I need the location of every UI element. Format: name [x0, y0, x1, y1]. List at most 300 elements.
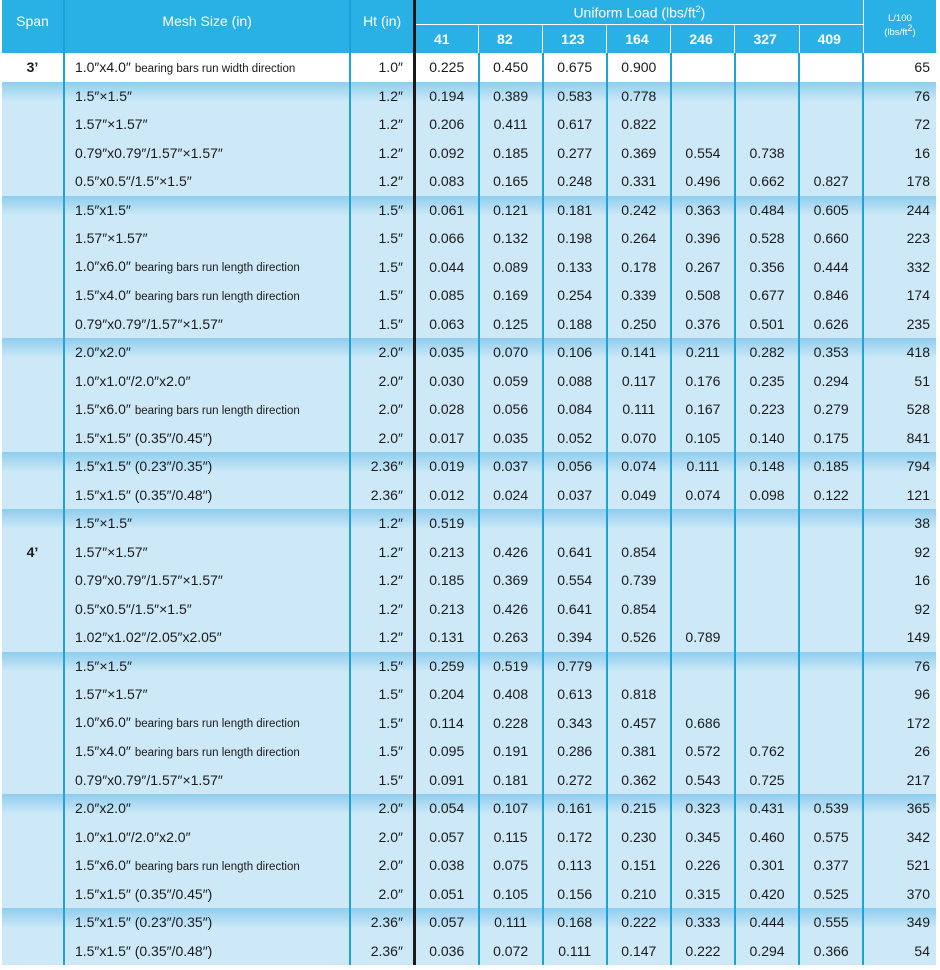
deflection-cell-327: 0.677 — [735, 281, 799, 310]
mesh-size-cell — [64, 766, 350, 795]
deflection-cell-327 — [735, 709, 799, 738]
height-cell: 2.0″ — [350, 823, 414, 852]
table-row — [2, 652, 936, 681]
deflection-cell-123: 0.172 — [543, 823, 607, 852]
deflection-cell-82: 0.024 — [479, 481, 543, 510]
mesh-size-text: 0.79″x0.79″/1.57″×1.57″ — [74, 315, 223, 332]
deflection-cell-164: 0.178 — [607, 253, 671, 282]
mesh-size-cell — [64, 224, 350, 253]
mesh-size-cell — [64, 452, 350, 481]
l100-cell: 26 — [863, 737, 936, 766]
deflection-cell-327: 0.725 — [735, 766, 799, 795]
deflection-cell-327 — [735, 82, 799, 111]
table-row — [2, 310, 936, 339]
mesh-size-cell — [64, 709, 350, 738]
deflection-cell-82: 0.408 — [479, 680, 543, 709]
deflection-cell-82: 0.426 — [479, 595, 543, 624]
mesh-size-cell — [64, 424, 350, 453]
l100-cell: 72 — [863, 110, 936, 139]
mesh-note: bearing bars run length direction — [134, 746, 300, 759]
deflection-cell-164: 0.339 — [607, 281, 671, 310]
deflection-cell-246 — [671, 595, 735, 624]
deflection-cell-41: 0.012 — [414, 481, 478, 510]
deflection-cell-41: 0.206 — [414, 110, 478, 139]
l100-sup: 2 — [907, 23, 913, 34]
table-row — [2, 253, 936, 282]
deflection-cell-409: 0.185 — [799, 452, 863, 481]
height-cell: 1.2″ — [350, 509, 414, 538]
span-cell — [2, 737, 64, 766]
span-cell — [2, 110, 64, 139]
deflection-cell-164: 0.778 — [607, 82, 671, 111]
mesh-size-text: 1.5″×1.5″ — [74, 87, 132, 104]
deflection-cell-82: 0.185 — [479, 139, 543, 168]
deflection-cell-327 — [735, 538, 799, 567]
uniform-load-text: Uniform Load (lbs/ft — [573, 4, 696, 21]
deflection-cell-164: 0.739 — [607, 566, 671, 595]
height-cell: 1.2″ — [350, 110, 414, 139]
l100-line1: L/100 — [888, 13, 912, 25]
deflection-cell-82: 0.035 — [479, 424, 543, 453]
deflection-cell-82: 0.056 — [479, 395, 543, 424]
table-row — [2, 623, 936, 652]
l100-cell: 418 — [863, 338, 936, 367]
deflection-cell-246: 0.167 — [671, 395, 735, 424]
deflection-cell-246: 0.074 — [671, 481, 735, 510]
deflection-cell-246: 0.323 — [671, 794, 735, 823]
mesh-size-text: 1.5″x1.5″ (0.35″/0.48″) — [74, 942, 213, 959]
deflection-cell-327 — [735, 509, 799, 538]
mesh-size-text: 0.79″x0.79″/1.57″×1.57″ — [74, 771, 223, 788]
height-cell: 1.5″ — [350, 652, 414, 681]
deflection-cell-41: 0.259 — [414, 652, 478, 681]
span-cell — [2, 395, 64, 424]
height-cell: 2.0″ — [350, 338, 414, 367]
deflection-cell-41: 0.019 — [414, 452, 478, 481]
deflection-cell-327: 0.356 — [735, 253, 799, 282]
deflection-cell-41: 0.028 — [414, 395, 478, 424]
deflection-cell-327: 0.148 — [735, 452, 799, 481]
deflection-cell-164: 0.147 — [607, 937, 671, 966]
l100-line2: (lbs/ft — [884, 27, 908, 39]
deflection-cell-409 — [799, 652, 863, 681]
l100-cell: 342 — [863, 823, 936, 852]
deflection-cell-409: 0.444 — [799, 253, 863, 282]
table-row — [2, 424, 936, 453]
height-cell: 1.5″ — [350, 310, 414, 339]
table-row — [2, 110, 936, 139]
deflection-cell-123: 0.181 — [543, 196, 607, 225]
deflection-cell-82: 0.037 — [479, 452, 543, 481]
deflection-cell-82: 0.450 — [479, 53, 543, 82]
height-cell: 1.5″ — [350, 196, 414, 225]
height-cell: 1.5″ — [350, 709, 414, 738]
deflection-cell-246: 0.363 — [671, 196, 735, 225]
deflection-cell-409 — [799, 623, 863, 652]
mesh-size-text: 1.0″x1.0″/2.0″x2.0″ — [74, 372, 191, 389]
span-cell — [2, 167, 64, 196]
deflection-cell-41: 0.091 — [414, 766, 478, 795]
deflection-cell-246 — [671, 110, 735, 139]
deflection-cell-327 — [735, 566, 799, 595]
height-cell: 1.2″ — [350, 566, 414, 595]
mesh-size-cell — [64, 196, 350, 225]
mesh-size-text: 1.02″x1.02″/2.05″x2.05″ — [74, 629, 222, 646]
deflection-cell-327: 0.301 — [735, 851, 799, 880]
deflection-cell-123: 0.056 — [543, 452, 607, 481]
table-row — [2, 53, 936, 82]
l100-cell: 76 — [863, 652, 936, 681]
deflection-cell-123: 0.554 — [543, 566, 607, 595]
mesh-size-text: 1.0″x1.0″/2.0″x2.0″ — [74, 828, 191, 845]
mesh-size-text: 1.5″x6.0″ — [74, 400, 131, 417]
mesh-size-cell — [64, 167, 350, 196]
deflection-cell-327: 0.223 — [735, 395, 799, 424]
deflection-cell-123: 0.583 — [543, 82, 607, 111]
mesh-size-cell — [64, 281, 350, 310]
l100-cell: 51 — [863, 367, 936, 396]
l100-cell: 794 — [863, 452, 936, 481]
deflection-cell-246 — [671, 652, 735, 681]
table-row — [2, 566, 936, 595]
table-row — [2, 538, 936, 567]
deflection-cell-246: 0.333 — [671, 908, 735, 937]
mesh-note: bearing bars run width direction — [134, 62, 296, 75]
header-load-4: 246 — [671, 25, 735, 54]
deflection-cell-123: 0.113 — [543, 851, 607, 880]
deflection-cell-327: 0.282 — [735, 338, 799, 367]
span-cell — [2, 823, 64, 852]
deflection-cell-409: 0.827 — [799, 167, 863, 196]
header-mesh-size: Mesh Size (in) — [64, 0, 350, 53]
height-cell: 2.0″ — [350, 880, 414, 909]
table-row — [2, 737, 936, 766]
deflection-cell-41: 0.066 — [414, 224, 478, 253]
mesh-size-cell — [64, 367, 350, 396]
l100-cell: 16 — [863, 139, 936, 168]
l100-cell: 521 — [863, 851, 936, 880]
deflection-cell-82: 0.075 — [479, 851, 543, 880]
mesh-size-text: 1.5″×1.5″ — [74, 657, 132, 674]
deflection-cell-82: 0.191 — [479, 737, 543, 766]
deflection-cell-164 — [607, 509, 671, 538]
deflection-cell-82: 0.111 — [479, 908, 543, 937]
deflection-cell-123: 0.617 — [543, 110, 607, 139]
deflection-cell-82: 0.107 — [479, 794, 543, 823]
l100-cell: 96 — [863, 680, 936, 709]
height-cell: 2.0″ — [350, 851, 414, 880]
deflection-cell-246 — [671, 82, 735, 111]
height-cell: 2.36″ — [350, 452, 414, 481]
deflection-cell-82: 0.169 — [479, 281, 543, 310]
deflection-cell-327 — [735, 680, 799, 709]
mesh-size-text: 1.57″×1.57″ — [74, 116, 148, 133]
span-cell — [2, 794, 64, 823]
deflection-cell-409 — [799, 766, 863, 795]
deflection-cell-41: 0.194 — [414, 82, 478, 111]
height-cell: 1.5″ — [350, 281, 414, 310]
deflection-cell-409 — [799, 110, 863, 139]
header-l100 — [863, 0, 936, 53]
deflection-cell-82: 0.059 — [479, 367, 543, 396]
span-cell — [2, 224, 64, 253]
deflection-cell-327: 0.140 — [735, 424, 799, 453]
l100-cell: 92 — [863, 595, 936, 624]
span-cell — [2, 680, 64, 709]
table-row — [2, 709, 936, 738]
header-span: Span — [2, 0, 64, 53]
deflection-cell-409: 0.605 — [799, 196, 863, 225]
deflection-cell-82: 0.072 — [479, 937, 543, 966]
height-cell: 1.2″ — [350, 595, 414, 624]
mesh-size-cell — [64, 53, 350, 82]
deflection-cell-41: 0.092 — [414, 139, 478, 168]
mesh-size-text: 1.0″x6.0″ — [74, 714, 131, 730]
deflection-cell-327: 0.444 — [735, 908, 799, 937]
l100-cell: 172 — [863, 709, 936, 738]
deflection-cell-164 — [607, 652, 671, 681]
span-cell: 3’ — [2, 53, 64, 82]
header-height: Ht (in) — [350, 0, 414, 53]
mesh-size-text: 1.0″x4.0″ — [74, 58, 131, 75]
deflection-cell-246: 0.176 — [671, 367, 735, 396]
deflection-cell-327: 0.235 — [735, 367, 799, 396]
mesh-size-text: 1.5″x1.5″ (0.23″/0.35″) — [74, 458, 213, 475]
deflection-cell-41: 0.038 — [414, 851, 478, 880]
deflection-cell-123: 0.641 — [543, 595, 607, 624]
deflection-cell-246: 0.508 — [671, 281, 735, 310]
table-row — [2, 367, 936, 396]
table-row — [2, 908, 936, 937]
deflection-cell-164: 0.900 — [607, 53, 671, 82]
height-cell: 2.0″ — [350, 424, 414, 453]
deflection-cell-409: 0.846 — [799, 281, 863, 310]
deflection-cell-409 — [799, 538, 863, 567]
mesh-size-text: 1.5″x4.0″ — [74, 742, 131, 759]
l100-cell: 54 — [863, 937, 936, 966]
l100-cell: 244 — [863, 196, 936, 225]
deflection-cell-246: 0.111 — [671, 452, 735, 481]
height-cell: 1.5″ — [350, 766, 414, 795]
l100-cell: 528 — [863, 395, 936, 424]
deflection-cell-41: 0.213 — [414, 595, 478, 624]
table-body — [2, 53, 936, 965]
deflection-cell-327: 0.460 — [735, 823, 799, 852]
deflection-cell-123: 0.779 — [543, 652, 607, 681]
span-cell — [2, 281, 64, 310]
height-cell: 1.5″ — [350, 680, 414, 709]
deflection-cell-246: 0.543 — [671, 766, 735, 795]
height-cell: 1.2″ — [350, 623, 414, 652]
deflection-cell-246: 0.789 — [671, 623, 735, 652]
deflection-cell-164: 0.369 — [607, 139, 671, 168]
deflection-cell-123: 0.188 — [543, 310, 607, 339]
l100-cell: 235 — [863, 310, 936, 339]
deflection-cell-41: 0.085 — [414, 281, 478, 310]
header-load-5: 327 — [735, 25, 799, 54]
deflection-cell-327: 0.484 — [735, 196, 799, 225]
deflection-cell-246: 0.345 — [671, 823, 735, 852]
deflection-cell-327: 0.420 — [735, 880, 799, 909]
span-cell — [2, 937, 64, 966]
deflection-cell-82: 0.115 — [479, 823, 543, 852]
mesh-note: bearing bars run length direction — [134, 290, 300, 303]
deflection-cell-82: 0.105 — [479, 880, 543, 909]
deflection-cell-327 — [735, 652, 799, 681]
mesh-size-text: 1.5″x1.5″ — [74, 201, 131, 218]
deflection-cell-41: 0.057 — [414, 908, 478, 937]
deflection-cell-123: 0.198 — [543, 224, 607, 253]
height-cell: 2.36″ — [350, 908, 414, 937]
l100-cell: 121 — [863, 481, 936, 510]
deflection-cell-246 — [671, 509, 735, 538]
mesh-size-text: 1.57″×1.57″ — [74, 686, 148, 703]
deflection-cell-164: 0.250 — [607, 310, 671, 339]
header-load-3: 164 — [607, 25, 671, 54]
mesh-note: bearing bars run length direction — [134, 404, 300, 417]
deflection-cell-246: 0.396 — [671, 224, 735, 253]
deflection-cell-164: 0.818 — [607, 680, 671, 709]
l100-cell: 76 — [863, 82, 936, 111]
deflection-cell-123: 0.084 — [543, 395, 607, 424]
height-cell: 1.2″ — [350, 139, 414, 168]
mesh-size-text: 2.0″x2.0″ — [74, 800, 131, 817]
deflection-cell-164: 0.526 — [607, 623, 671, 652]
deflection-cell-327: 0.528 — [735, 224, 799, 253]
deflection-cell-327: 0.294 — [735, 937, 799, 966]
mesh-size-text: 1.5″x1.5″ (0.35″/0.48″) — [74, 486, 213, 503]
deflection-cell-41: 0.225 — [414, 53, 478, 82]
deflection-cell-123: 0.248 — [543, 167, 607, 196]
deflection-cell-41: 0.061 — [414, 196, 478, 225]
deflection-cell-327 — [735, 595, 799, 624]
height-cell: 1.2″ — [350, 82, 414, 111]
header-uniform-load — [414, 0, 863, 25]
deflection-cell-164: 0.215 — [607, 794, 671, 823]
deflection-cell-246: 0.211 — [671, 338, 735, 367]
span-cell — [2, 139, 64, 168]
mesh-size-cell — [64, 253, 350, 282]
deflection-cell-409 — [799, 595, 863, 624]
height-cell: 1.2″ — [350, 167, 414, 196]
mesh-size-cell — [64, 110, 350, 139]
l100-cell: 38 — [863, 509, 936, 538]
mesh-size-cell — [64, 310, 350, 339]
mesh-size-text: 0.5″x0.5″/1.5″×1.5″ — [74, 173, 192, 190]
mesh-size-cell — [64, 794, 350, 823]
deflection-cell-327: 0.738 — [735, 139, 799, 168]
deflection-cell-246: 0.554 — [671, 139, 735, 168]
deflection-cell-123: 0.394 — [543, 623, 607, 652]
deflection-cell-123: 0.272 — [543, 766, 607, 795]
deflection-cell-327: 0.662 — [735, 167, 799, 196]
table-row — [2, 595, 936, 624]
table-row — [2, 880, 936, 909]
mesh-size-cell — [64, 937, 350, 966]
deflection-cell-123: 0.133 — [543, 253, 607, 282]
mesh-size-text: 1.5″x1.5″ (0.35″/0.45″) — [74, 885, 213, 902]
mesh-size-cell — [64, 509, 350, 538]
span-cell — [2, 196, 64, 225]
deflection-cell-164: 0.222 — [607, 908, 671, 937]
table-row — [2, 224, 936, 253]
deflection-cell-409: 0.122 — [799, 481, 863, 510]
uniform-load-sup: 2 — [695, 3, 701, 14]
l100-cell: 223 — [863, 224, 936, 253]
deflection-cell-123: 0.156 — [543, 880, 607, 909]
deflection-cell-41: 0.051 — [414, 880, 478, 909]
table-row — [2, 481, 936, 510]
deflection-cell-41: 0.204 — [414, 680, 478, 709]
mesh-note: bearing bars run length direction — [134, 262, 300, 274]
mesh-note: bearing bars run length direction — [134, 860, 300, 873]
span-cell — [2, 367, 64, 396]
mesh-size-cell — [64, 908, 350, 937]
mesh-size-text: 1.5″x6.0″ — [74, 856, 131, 873]
span-cell — [2, 652, 64, 681]
mesh-size-cell — [64, 595, 350, 624]
deflection-cell-164: 0.331 — [607, 167, 671, 196]
deflection-cell-164: 0.457 — [607, 709, 671, 738]
mesh-size-text: 1.5″x1.5″ (0.35″/0.45″) — [74, 429, 213, 446]
l100-cell: 365 — [863, 794, 936, 823]
mesh-note: bearing bars run length direction — [134, 718, 300, 730]
deflection-cell-246: 0.105 — [671, 424, 735, 453]
deflection-cell-246 — [671, 538, 735, 567]
span-cell — [2, 908, 64, 937]
table-header — [2, 0, 936, 53]
deflection-cell-123: 0.161 — [543, 794, 607, 823]
deflection-cell-41: 0.114 — [414, 709, 478, 738]
deflection-cell-409 — [799, 53, 863, 82]
span-cell — [2, 851, 64, 880]
table-row — [2, 82, 936, 111]
span-cell: 4’ — [2, 538, 64, 567]
deflection-cell-409: 0.294 — [799, 367, 863, 396]
deflection-cell-409: 0.575 — [799, 823, 863, 852]
deflection-cell-82: 0.426 — [479, 538, 543, 567]
deflection-cell-164: 0.151 — [607, 851, 671, 880]
deflection-cell-246: 0.376 — [671, 310, 735, 339]
mesh-size-text: 1.57″×1.57″ — [74, 230, 148, 247]
table-row — [2, 281, 936, 310]
header-load-1: 82 — [479, 25, 543, 54]
mesh-size-cell — [64, 851, 350, 880]
deflection-cell-41: 0.035 — [414, 338, 478, 367]
table-row — [2, 851, 936, 880]
height-cell: 1.2″ — [350, 538, 414, 567]
mesh-size-cell — [64, 880, 350, 909]
deflection-cell-123: 0.254 — [543, 281, 607, 310]
l100-cell: 217 — [863, 766, 936, 795]
deflection-cell-123 — [543, 509, 607, 538]
deflection-cell-123: 0.641 — [543, 538, 607, 567]
mesh-size-cell — [64, 566, 350, 595]
deflection-cell-409 — [799, 509, 863, 538]
deflection-cell-246 — [671, 53, 735, 82]
deflection-cell-123: 0.088 — [543, 367, 607, 396]
deflection-cell-246: 0.222 — [671, 937, 735, 966]
height-cell: 2.36″ — [350, 937, 414, 966]
deflection-cell-123: 0.675 — [543, 53, 607, 82]
mesh-size-cell — [64, 652, 350, 681]
deflection-cell-409 — [799, 680, 863, 709]
deflection-cell-164: 0.049 — [607, 481, 671, 510]
deflection-cell-123: 0.343 — [543, 709, 607, 738]
span-cell — [2, 310, 64, 339]
deflection-cell-41: 0.017 — [414, 424, 478, 453]
mesh-size-cell — [64, 338, 350, 367]
